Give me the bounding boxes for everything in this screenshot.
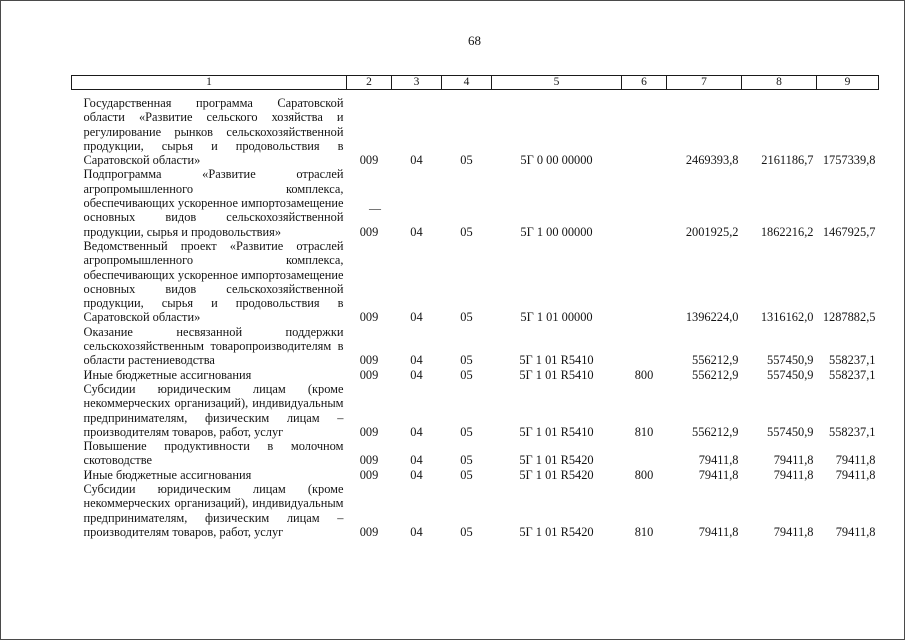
column-header-2: 2 bbox=[347, 76, 392, 90]
cell-classification-name: Оказание несвязанной поддержки сельскохозяйственным товаропроизводителям в области растениеводства bbox=[83, 324, 344, 368]
column-header-9: 9 bbox=[817, 76, 879, 90]
table-row bbox=[72, 167, 879, 238]
cell-amount-year3: 79411,8 bbox=[835, 524, 876, 539]
column-header-4: 4 bbox=[442, 76, 492, 90]
cell-amount-year3: 79411,8 bbox=[835, 453, 876, 468]
cell-section-code: 04 bbox=[410, 310, 423, 325]
cell-amount-year3: 1467925,7 bbox=[822, 224, 876, 239]
cell-amount-year3: 558237,1 bbox=[829, 353, 876, 368]
cell-amount-year1: 79411,8 bbox=[698, 467, 739, 482]
table-row bbox=[72, 368, 879, 382]
cell-amount-year1: 556212,9 bbox=[692, 424, 739, 439]
cell-grbs-code: 009 bbox=[359, 367, 379, 382]
cell-target-article-code: 5Г 1 01 R5420 bbox=[519, 524, 594, 539]
column-header-6: 6 bbox=[622, 76, 667, 90]
cell-amount-year1: 556212,9 bbox=[692, 353, 739, 368]
cell-subsection-code: 05 bbox=[460, 453, 473, 468]
cell-expense-type-code bbox=[622, 439, 667, 468]
cell-amount-year2: 1316162,0 bbox=[760, 310, 814, 325]
cell-expense-type-code bbox=[622, 325, 667, 368]
cell-amount-year2: 79411,8 bbox=[773, 453, 814, 468]
cell-section-code: 04 bbox=[410, 453, 423, 468]
table-row bbox=[72, 325, 879, 368]
cell-amount-year1: 1396224,0 bbox=[685, 310, 739, 325]
cell-section-code: 04 bbox=[410, 467, 423, 482]
cell-amount-year3: 558237,1 bbox=[829, 367, 876, 382]
cell-target-article-code: 5Г 1 01 R5420 bbox=[519, 453, 594, 468]
cell-subsection-code: 05 bbox=[460, 353, 473, 368]
cell-amount-year2: 79411,8 bbox=[773, 467, 814, 482]
cell-amount-year1: 79411,8 bbox=[698, 453, 739, 468]
cell-amount-year2: 557450,9 bbox=[767, 353, 814, 368]
cell-subsection-code: 05 bbox=[460, 467, 473, 482]
cell-subsection-code: 05 bbox=[460, 367, 473, 382]
cell-section-code: 04 bbox=[410, 524, 423, 539]
cell-expense-type-code bbox=[622, 167, 667, 238]
cell-grbs-code: 009 bbox=[359, 453, 379, 468]
cell-classification-name: Иные бюджетные ассигнования bbox=[83, 467, 252, 482]
cell-classification-name: Подпрограмма «Развитие отраслей агропромышленного комплекса, обеспечивающих ускоренное импортозамещение основных видов сельскохозяйственной продукции, сырья и продовольствия» bbox=[83, 167, 344, 239]
table-row bbox=[72, 90, 879, 168]
budget-table bbox=[71, 75, 879, 539]
cell-classification-name: Государственная программа Саратовской области «Развитие сельского хозяйства и регулирование рынков сельскохозяйственной продукции, сырья и продовольствия в Саратовской области» bbox=[83, 96, 344, 168]
cell-amount-year2: 79411,8 bbox=[773, 524, 814, 539]
cell-amount-year2: 1862216,2 bbox=[760, 224, 814, 239]
stray-dash-mark: — bbox=[369, 201, 381, 215]
cell-classification-name: Повышение продуктивности в молочном скотоводстве bbox=[83, 439, 344, 468]
cell-target-article-code: 5Г 1 01 R5410 bbox=[519, 367, 594, 382]
cell-amount-year2: 557450,9 bbox=[767, 367, 814, 382]
cell-target-article-code: 5Г 1 01 R5420 bbox=[519, 467, 594, 482]
cell-amount-year2: 2161186,7 bbox=[761, 153, 814, 168]
cell-expense-type-code: 810 bbox=[634, 524, 654, 539]
cell-section-code: 04 bbox=[410, 153, 423, 168]
table-row bbox=[72, 382, 879, 439]
cell-section-code: 04 bbox=[410, 367, 423, 382]
table-row bbox=[72, 468, 879, 482]
cell-amount-year1: 79411,8 bbox=[698, 524, 739, 539]
table-body bbox=[72, 90, 879, 540]
cell-classification-name: Ведомственный проект «Развитие отраслей агропромышленного комплекса, обеспечивающих ускоренное импортозамещение основных видов сельскохозяйственной продукции, сырья и продовольствия в Саратовской области» bbox=[83, 238, 344, 325]
cell-grbs-code: 009 bbox=[359, 224, 379, 239]
column-header-7: 7 bbox=[667, 76, 742, 90]
table-row bbox=[72, 439, 879, 468]
cell-grbs-code: 009 bbox=[359, 353, 379, 368]
cell-target-article-code: 5Г 1 01 R5410 bbox=[519, 353, 594, 368]
cell-amount-year1: 556212,9 bbox=[692, 367, 739, 382]
cell-grbs-code: 009 bbox=[359, 424, 379, 439]
cell-classification-name: Субсидии юридическим лицам (кроме некоммерческих организаций), индивидуальным предпринимателям, физическим лицам – производителям товаров, работ, услуг bbox=[83, 381, 344, 439]
cell-target-article-code: 5Г 1 00 00000 bbox=[520, 224, 593, 239]
cell-grbs-code: 009 bbox=[359, 310, 379, 325]
cell-expense-type-code: 800 bbox=[634, 367, 654, 382]
cell-subsection-code: 05 bbox=[460, 153, 473, 168]
cell-classification-name: Иные бюджетные ассигнования bbox=[83, 367, 252, 382]
cell-target-article-code: 5Г 1 01 R5410 bbox=[519, 424, 594, 439]
cell-classification-name: Субсидии юридическим лицам (кроме некоммерческих организаций), индивидуальным предпринимателям, физическим лицам – производителям товаров, работ, услуг bbox=[83, 482, 344, 539]
cell-target-article-code: 5Г 0 00 00000 bbox=[520, 153, 593, 168]
column-header-5: 5 bbox=[492, 76, 622, 90]
cell-grbs-code: 009 bbox=[359, 524, 379, 539]
cell-amount-year3: 1757339,8 bbox=[822, 153, 876, 168]
column-header-8: 8 bbox=[742, 76, 817, 90]
page-number: 68 bbox=[468, 33, 481, 48]
cell-amount-year3: 1287882,5 bbox=[822, 310, 876, 325]
cell-subsection-code: 05 bbox=[460, 224, 473, 239]
table-row bbox=[72, 239, 879, 325]
cell-amount-year2: 557450,9 bbox=[767, 424, 814, 439]
cell-amount-year1: 2001925,2 bbox=[685, 224, 739, 239]
table-row bbox=[72, 482, 879, 539]
cell-expense-type-code bbox=[622, 90, 667, 168]
cell-expense-type-code bbox=[622, 239, 667, 325]
cell-target-article-code: 5Г 1 01 00000 bbox=[520, 310, 593, 325]
cell-subsection-code: 05 bbox=[460, 310, 473, 325]
cell-grbs-code: 009 bbox=[359, 467, 379, 482]
cell-amount-year3: 558237,1 bbox=[829, 424, 876, 439]
table-header-row bbox=[72, 76, 879, 90]
cell-section-code: 04 bbox=[410, 224, 423, 239]
cell-expense-type-code: 800 bbox=[634, 467, 654, 482]
cell-subsection-code: 05 bbox=[460, 524, 473, 539]
cell-grbs-code: 009 bbox=[359, 153, 379, 168]
column-header-3: 3 bbox=[392, 76, 442, 90]
cell-section-code: 04 bbox=[410, 353, 423, 368]
cell-amount-year3: 79411,8 bbox=[835, 467, 876, 482]
cell-section-code: 04 bbox=[410, 424, 423, 439]
cell-amount-year1: 2469393,8 bbox=[685, 153, 739, 168]
column-header-1: 1 bbox=[72, 76, 347, 90]
cell-expense-type-code: 810 bbox=[634, 424, 654, 439]
cell-subsection-code: 05 bbox=[460, 424, 473, 439]
